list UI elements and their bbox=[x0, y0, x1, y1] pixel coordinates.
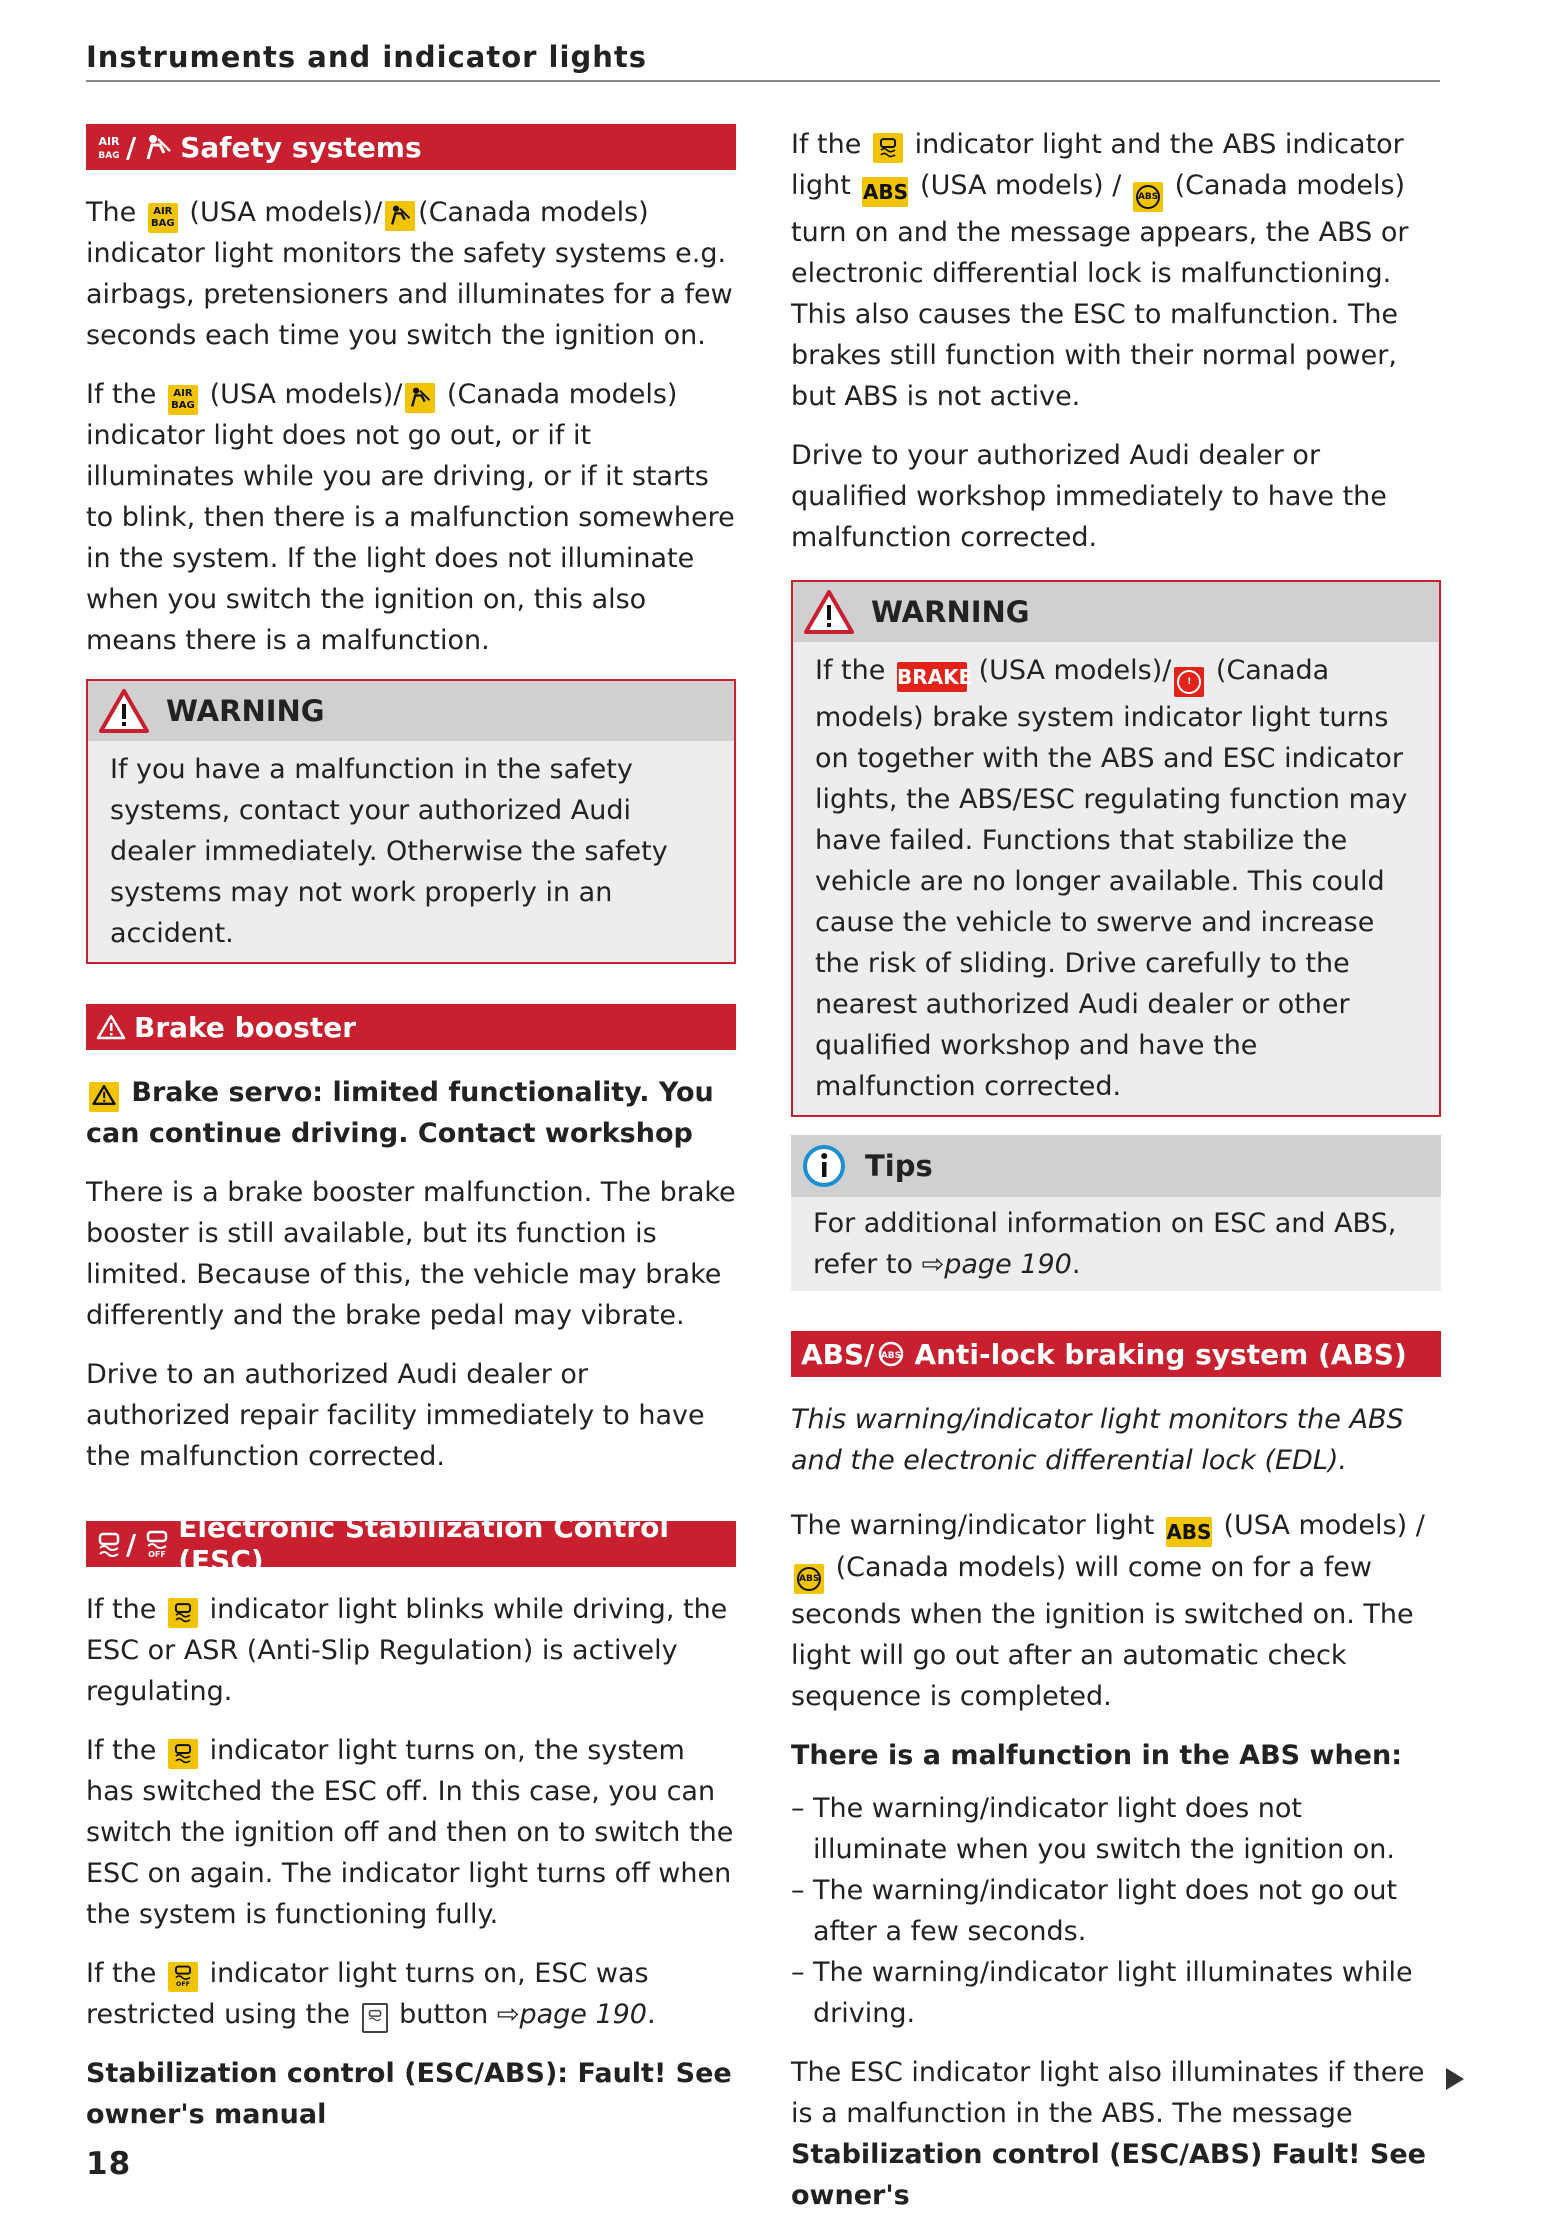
abs-indicator-icon: ABS bbox=[1166, 1517, 1212, 1547]
section-title-esc: Electronic Stabilization Control (ESC) bbox=[178, 1511, 669, 1577]
section-bar-brake-booster bbox=[86, 1004, 736, 1050]
abs-malfunction-heading: There is a malfunction in the ABS when: bbox=[791, 1740, 1402, 1771]
page-reference-link[interactable]: page 190 bbox=[944, 1249, 1072, 1280]
section-bar-safety bbox=[86, 124, 736, 170]
svg-text:OFF: OFF bbox=[176, 1981, 190, 1987]
warning-triangle-icon bbox=[98, 688, 150, 734]
esc-button-icon bbox=[362, 2003, 388, 2033]
warning-title: WARNING bbox=[871, 595, 1030, 629]
abs-circle-indicator-icon: ABS bbox=[1133, 182, 1163, 212]
warning-header bbox=[88, 681, 734, 741]
section-title-abs: Anti-lock braking system (ABS) bbox=[914, 1337, 1407, 1371]
tips-text: For additional information on ESC and ABS, refer to ⇨page 190. bbox=[813, 1208, 1397, 1280]
esc-paragraph-2: If the indicator light turns on, the system has switched the ESC off. In this case, you can switch the ignition off and then on to switch the ESC on again. The indicator light turns off when the system is functioning fully. bbox=[86, 1735, 734, 1930]
abs-circle-indicator-icon: ABS bbox=[794, 1564, 824, 1594]
abs-final-paragraph: The ESC indicator light also illuminates if there is a malfunction in the ABS. The message Stabilization control (ESC/ABS) Fault! See owner's bbox=[791, 2057, 1426, 2211]
warning-triangle-icon bbox=[96, 1014, 126, 1040]
esc-indicator-icon bbox=[873, 133, 903, 163]
warning-box-brake bbox=[791, 580, 1441, 1117]
warning-title: WARNING bbox=[166, 694, 325, 728]
esc-fault-message: Stabilization control (ESC/ABS): Fault! See owner's manual bbox=[86, 2058, 732, 2130]
abs-intro: This warning/indicator light monitors the ABS and the electronic differential lock (EDL). bbox=[791, 1404, 1404, 1476]
warning-box-safety bbox=[86, 679, 736, 964]
section-title-safety: Safety systems bbox=[180, 130, 422, 164]
page-reference-link[interactable]: page 190 bbox=[519, 1999, 647, 2030]
tips-title: Tips bbox=[865, 1149, 933, 1183]
esc-indicator-icon bbox=[168, 1739, 198, 1769]
seatbelt-person-icon bbox=[144, 133, 172, 161]
abs-malfunction-list bbox=[791, 1788, 1441, 2034]
warning-text: If the BRAKE (USA models)/ ! (Canada models) brake system indicator light turns on together with the ABS and ESC indicator lights, the ABS/ESC regulating function may have failed. Functions that stabilize the vehicle are no longer available. This could cause the vehicle to swerve and increase the risk of sliding. Drive carefully to the nearest authorized Audi dealer or other qualified workshop and have the malfunction corrected. bbox=[815, 655, 1408, 1102]
cross-reference-arrow-icon: ⇨ bbox=[921, 1249, 945, 1280]
warning-text: If you have a malfunction in the safety systems, contact your authorized Audi dealer immediately. Otherwise the safety systems may not work properly in an accident. bbox=[110, 754, 668, 949]
brake-indicator-icon: BRAKE bbox=[897, 662, 967, 692]
list-item: – The warning/indicator light does not go out after a few seconds. bbox=[791, 1870, 1441, 1952]
section-title-brake-booster: Brake booster bbox=[134, 1010, 357, 1044]
list-item: – The warning/indicator light does not illuminate when you switch the ignition on. bbox=[791, 1788, 1441, 1870]
abs-edl-paragraph: If the indicator light and the ABS indicator light ABS (USA models) / ABS (Canada models) turn on and the message appears, the ABS or electronic differential lock is malfunctioning. This also causes the ESC to malfunction. The brakes still function with their normal power, but ABS is not active. bbox=[791, 129, 1409, 412]
esc-paragraph-1: If the indicator light blinks while driving, the ESC or ASR (Anti-Slip Regulation) is actively regulating. bbox=[86, 1594, 728, 1707]
warning-header bbox=[793, 582, 1439, 642]
esc-paragraph-3: If the OFF indicator light turns on, ESC was restricted using the button ⇨page 190. bbox=[86, 1953, 736, 2035]
esc-indicator-icon bbox=[168, 1598, 198, 1628]
left-column bbox=[86, 124, 736, 2153]
warning-triangle-icon bbox=[803, 589, 855, 635]
abs-indicator-icon: ABS bbox=[862, 177, 908, 207]
brake-servo-message: Brake servo: limited functionality. You can continue driving. Contact workshop bbox=[86, 1077, 714, 1149]
svg-text:AIR: AIR bbox=[98, 135, 120, 148]
cross-reference-arrow-icon: ⇨ bbox=[496, 1999, 520, 2030]
tips-box bbox=[791, 1135, 1441, 1291]
info-icon bbox=[801, 1143, 847, 1189]
header-title: Instruments and indicator lights bbox=[86, 40, 647, 74]
section-bar-esc bbox=[86, 1511, 736, 1577]
safety-paragraph-1: The AIR BAG (USA models)/ (Canada models) indicator light monitors the safety systems e.g. airbags, pretensioners and illuminates for a few seconds each time you switch the ignition on. bbox=[86, 197, 733, 351]
svg-text:OFF: OFF bbox=[148, 1550, 167, 1558]
warning-triangle-indicator-icon bbox=[89, 1082, 119, 1112]
section-bar-abs: ABS/ ABS Anti-lock braking system (ABS) bbox=[791, 1331, 1441, 1377]
brake-circle-indicator-icon: ! bbox=[1174, 667, 1204, 697]
right-column bbox=[791, 124, 1441, 2234]
seatbelt-indicator-icon bbox=[405, 383, 435, 413]
svg-text:BAG: BAG bbox=[98, 151, 120, 161]
abs-circle-icon bbox=[876, 1340, 906, 1368]
svg-text:ABS: ABS bbox=[881, 1351, 902, 1361]
page-number: 18 bbox=[86, 2146, 132, 2182]
brake-booster-paragraph-1: There is a brake booster malfunction. The brake booster is still available, but its function is limited. Because of this, the vehicle may brake differently and the brake pedal may vibrate. bbox=[86, 1177, 736, 1331]
tips-header bbox=[791, 1135, 1441, 1197]
continue-arrow-icon bbox=[1446, 2068, 1464, 2090]
dealer-paragraph: Drive to your authorized Audi dealer or qualified workshop immediately to have the malfunction corrected. bbox=[791, 440, 1387, 553]
running-header bbox=[86, 40, 1440, 82]
airbag-indicator-icon: AIR BAG bbox=[148, 203, 178, 233]
seatbelt-indicator-icon bbox=[385, 201, 415, 231]
esc-off-indicator-icon bbox=[168, 1962, 198, 1992]
abs-paragraph-1: The warning/indicator light ABS (USA models) / ABS (Canada models) will come on for a few seconds when the ignition is switched on. The light will go out after an automatic check sequence is completed. bbox=[791, 1510, 1425, 1712]
airbag-icon: AIR BAG / bbox=[98, 130, 137, 164]
airbag-indicator-icon: AIR BAG bbox=[168, 385, 198, 415]
brake-booster-paragraph-2: Drive to an authorized Audi dealer or authorized repair facility immediately to have the malfunction corrected. bbox=[86, 1359, 705, 1472]
list-item: – The warning/indicator light illuminates while driving. bbox=[791, 1952, 1441, 2034]
esc-off-icon bbox=[144, 1530, 170, 1558]
safety-paragraph-2: If the AIR BAG (USA models)/ (Canada models) indicator light does not go out, or if it illuminates while you are driving, or if it starts to blink, then there is a malfunction somewhere in the system. If the light does not illuminate when you switch the ignition on, this also means there is a malfunction. bbox=[86, 379, 735, 656]
esc-car-icon: / bbox=[96, 1528, 136, 1561]
